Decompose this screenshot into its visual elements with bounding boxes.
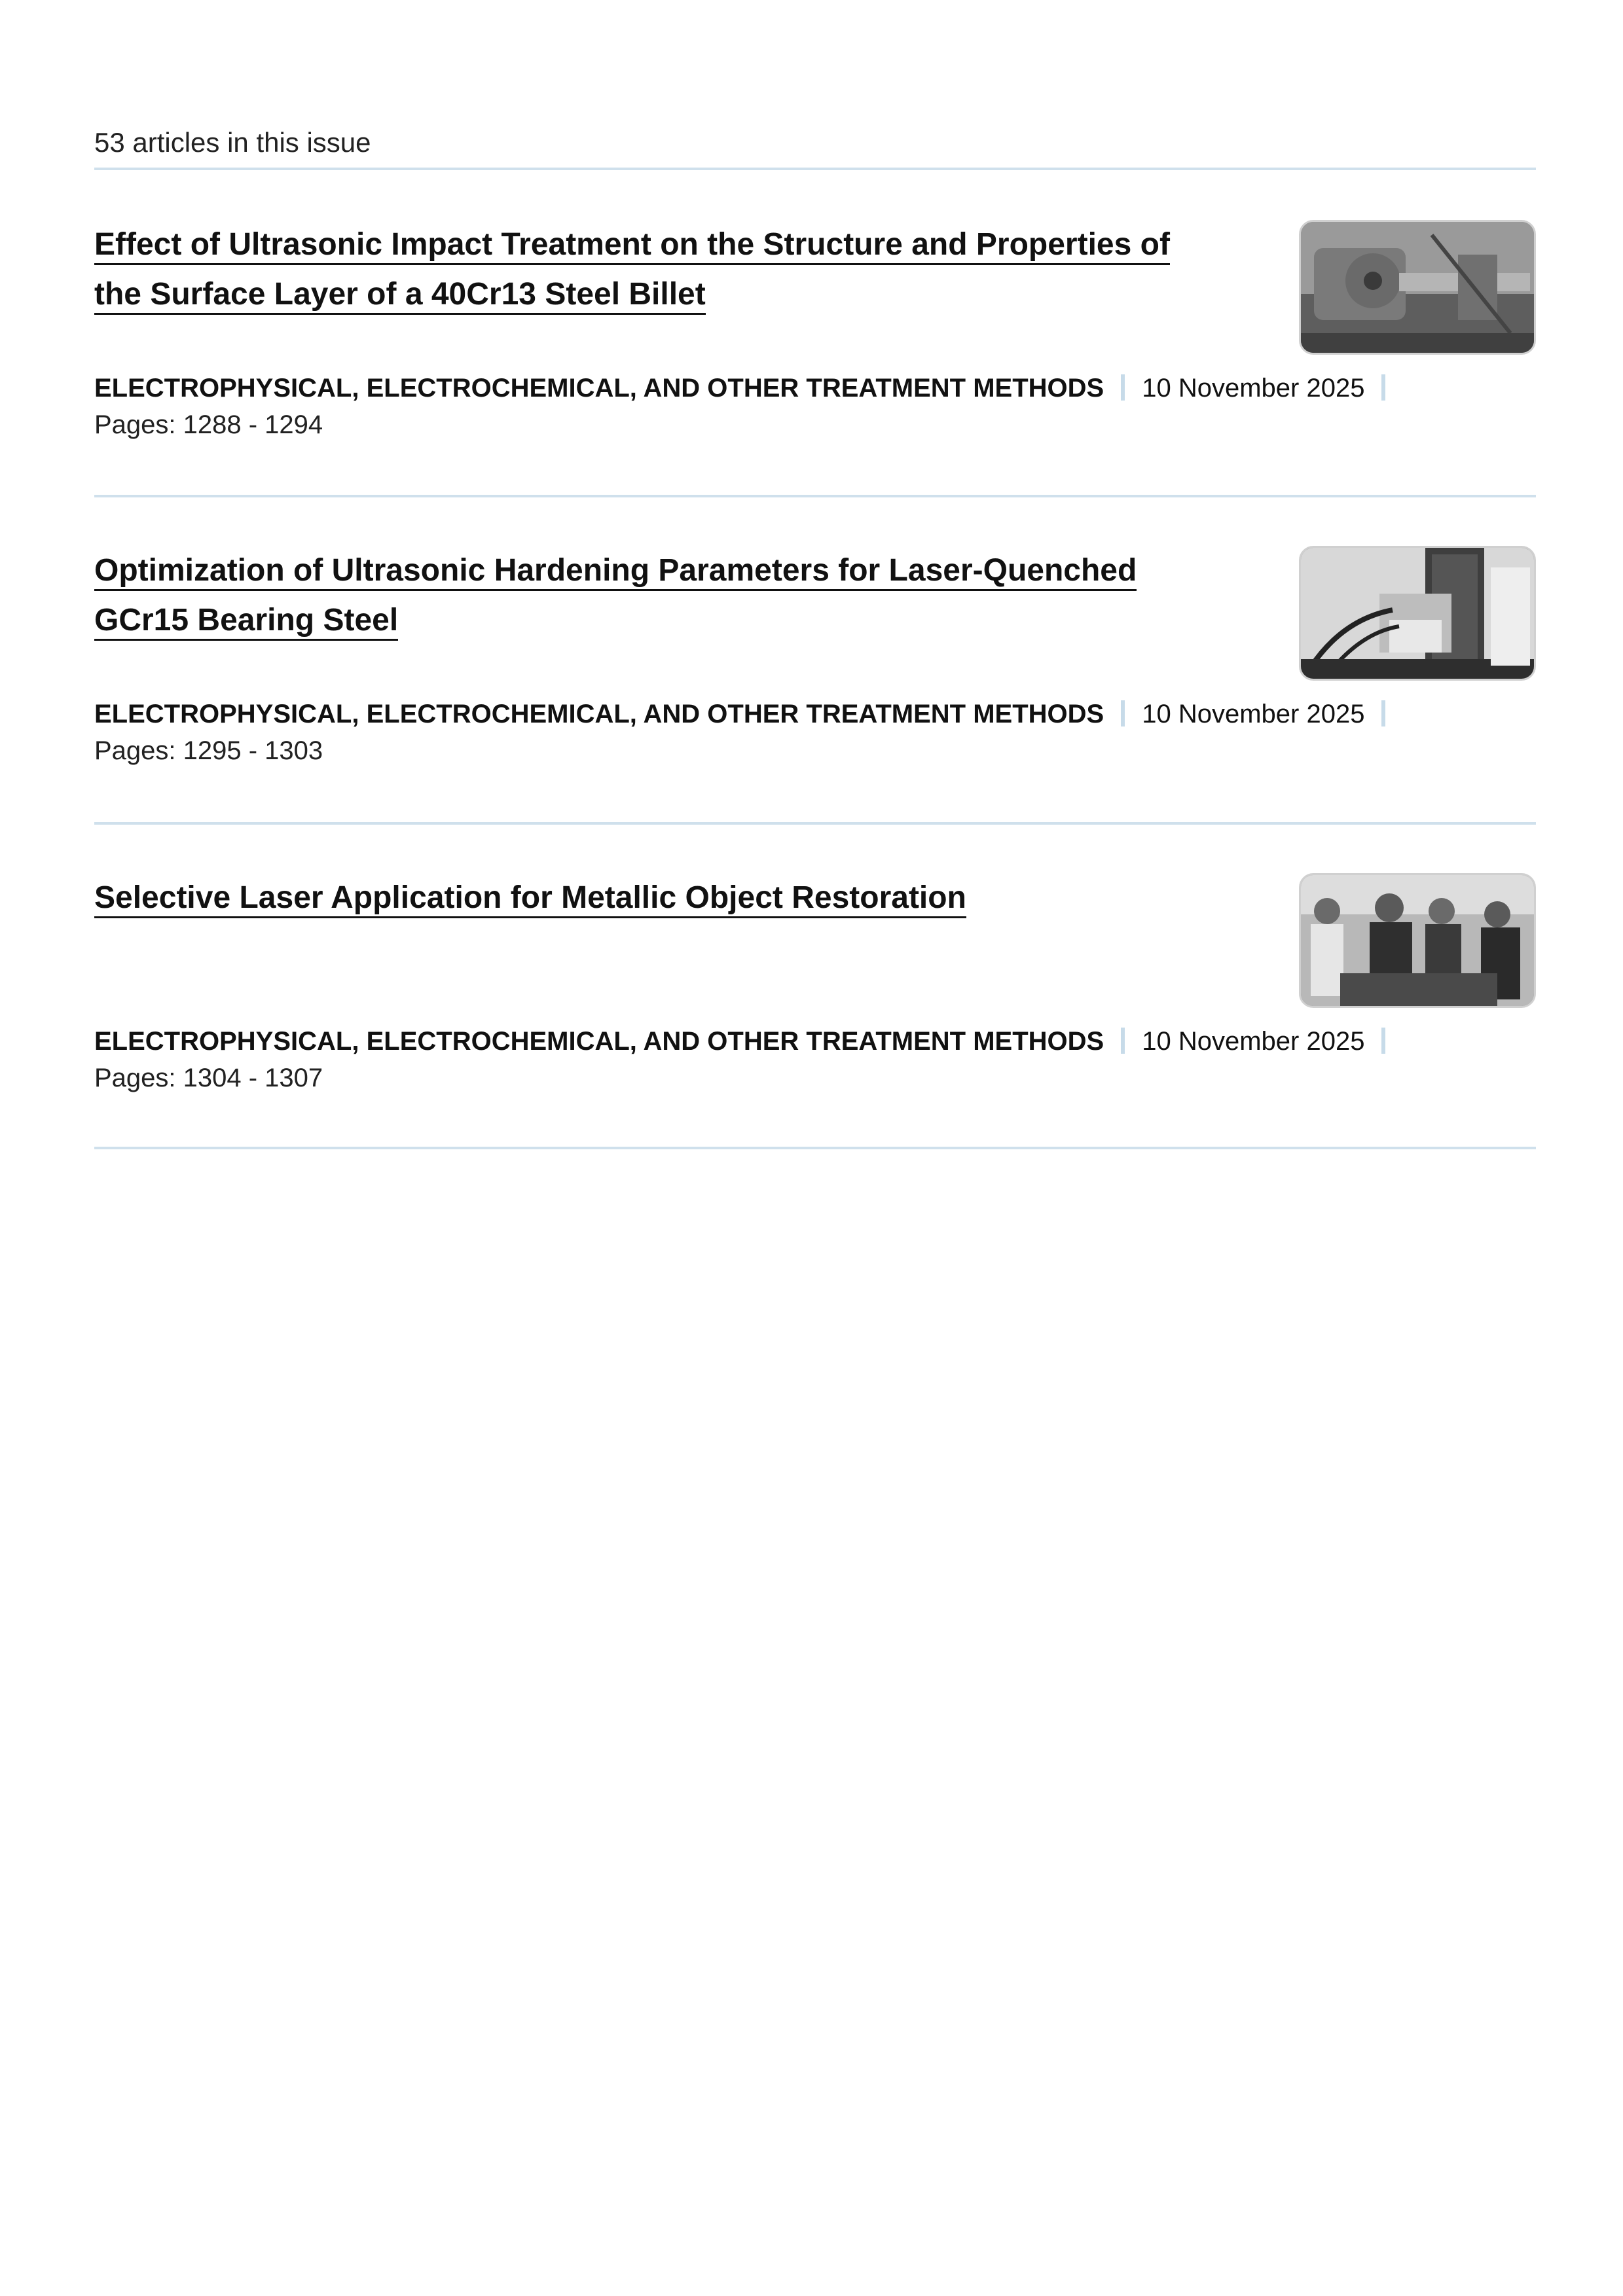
article-item [94,546,1536,821]
article-pages: Pages: 1288 - 1294 [94,410,323,439]
separator [1121,700,1125,726]
divider [94,168,1536,170]
article-section: ELECTROPHYSICAL, ELECTROCHEMICAL, AND OTHER TREATMENT METHODS [94,374,1104,403]
article-title [94,546,1220,645]
article-thumbnail[interactable] [1299,873,1536,1008]
separator [1121,374,1125,401]
article-pages: Pages: 1304 - 1307 [94,1064,323,1092]
article-title [94,873,1220,923]
divider [94,1147,1536,1149]
article-title-link[interactable]: Selective Laser Application for Metallic Object Restoration [94,880,966,918]
divider [94,495,1536,497]
article-item [94,873,1536,1148]
article-section: ELECTROPHYSICAL, ELECTROCHEMICAL, AND OTHER TREATMENT METHODS [94,700,1104,728]
article-meta [94,696,1402,732]
separator [1381,374,1385,401]
issue-article-count: 53 articles in this issue [94,127,371,158]
divider [94,822,1536,825]
article-title-link[interactable]: Optimization of Ultrasonic Hardening Parameters for Laser-Quenched GCr15 Bearing Steel [94,553,1137,641]
article-title [94,220,1220,319]
article-thumbnail[interactable] [1299,220,1536,355]
separator [1381,1028,1385,1054]
thumbnail-image-people [1301,875,1534,1006]
thumbnail-image-apparatus [1301,548,1534,679]
separator [1381,700,1385,726]
article-date: 10 November 2025 [1142,1027,1365,1056]
article-thumbnail[interactable] [1299,546,1536,681]
article-date: 10 November 2025 [1142,700,1365,728]
article-section: ELECTROPHYSICAL, ELECTROCHEMICAL, AND OTHER TREATMENT METHODS [94,1027,1104,1056]
article-date: 10 November 2025 [1142,374,1365,403]
separator [1121,1028,1125,1054]
article-title-link[interactable]: Effect of Ultrasonic Impact Treatment on the Structure and Properties of the Surface Layer of a 40Cr13 Steel Billet [94,227,1170,315]
thumbnail-image-machine [1301,222,1534,353]
article-meta [94,370,1402,406]
article-pages: Pages: 1295 - 1303 [94,736,323,765]
article-meta [94,1024,1402,1059]
article-item [94,220,1536,495]
